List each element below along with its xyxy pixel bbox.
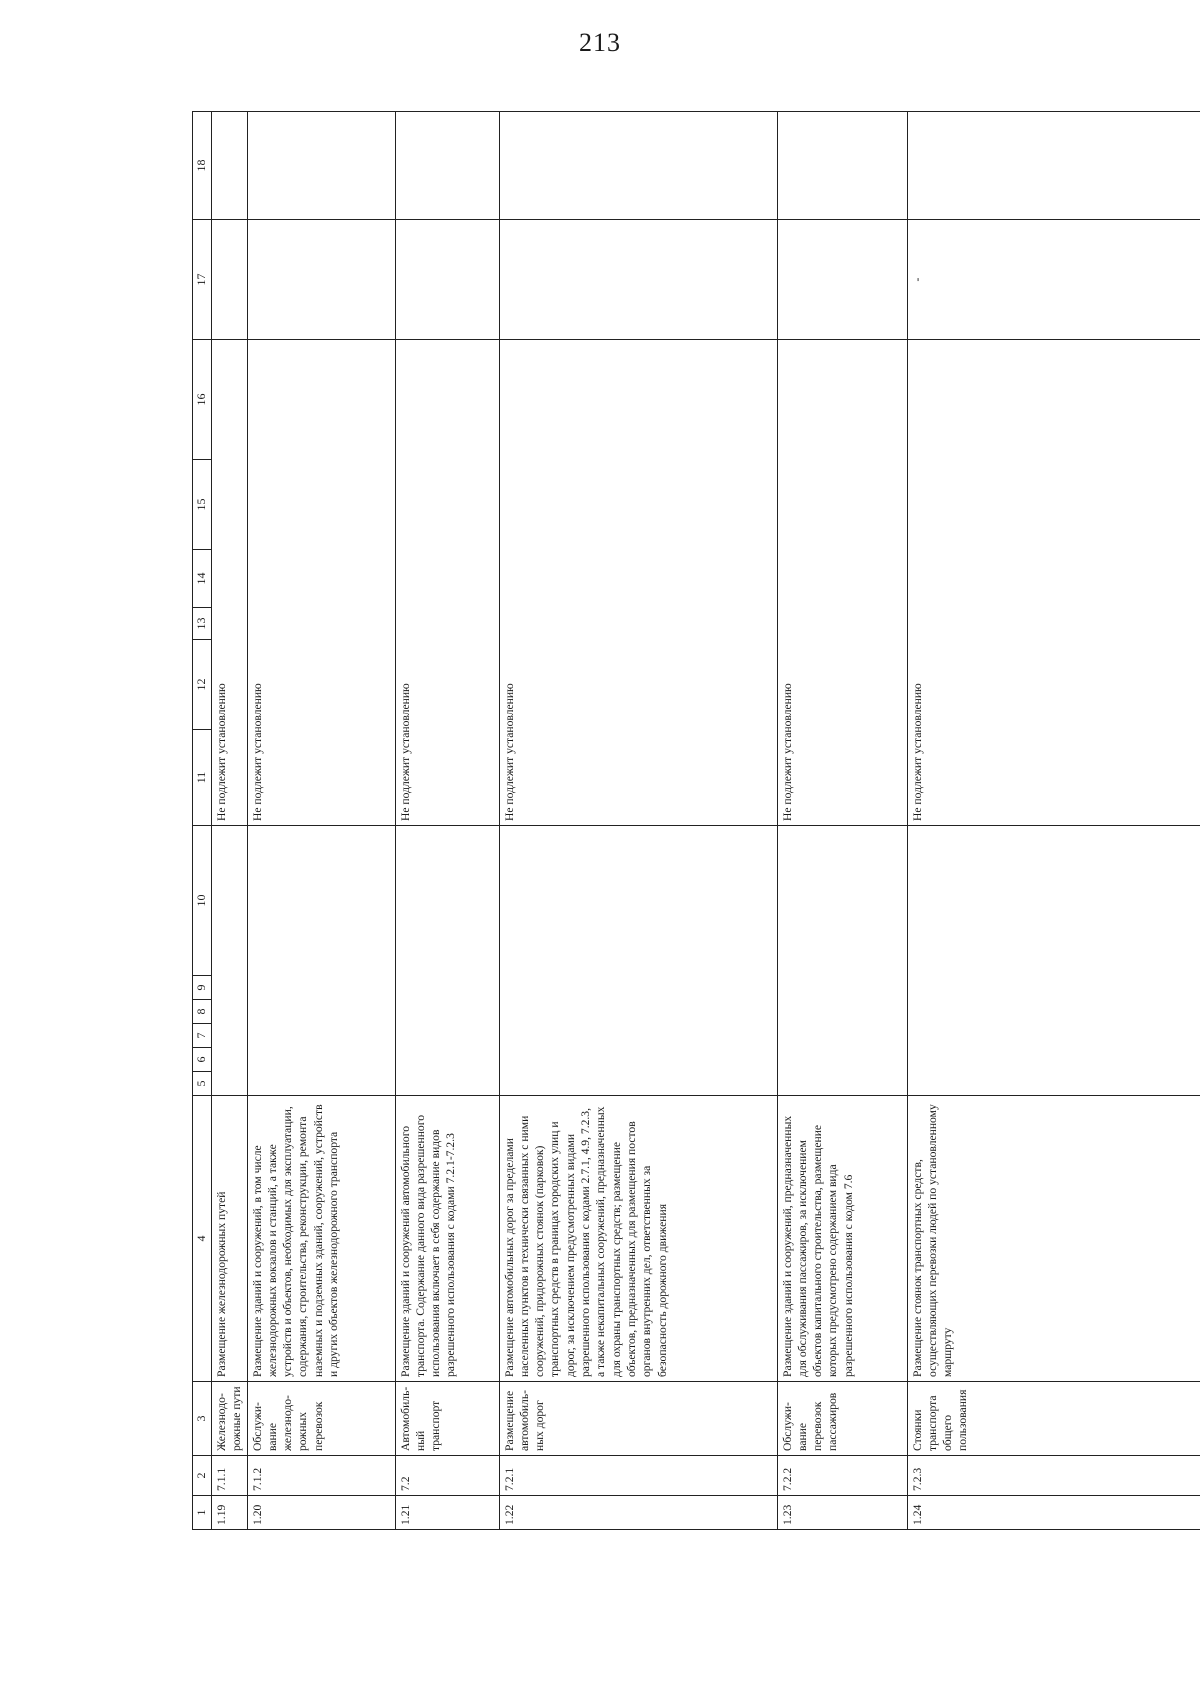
- row-description: Размещение стоянок транспортных средств, осуществляющих перевозки людей по установленному маршруту: [907, 1096, 1200, 1382]
- table-row: [247, 112, 395, 1530]
- col-header-13: 13: [193, 608, 212, 640]
- row-description: Размещение зданий и сооружений, в том числе железнодорожных вокзалов и станций, а также устройств и объектов, необходимых для эксплуатации, содержания, строительства, реконструкции, ремонта наземных и подземных зданий, сооружений, устройств и других объектов железнодорожного транспорта: [247, 1096, 395, 1382]
- table-row: [395, 112, 499, 1530]
- row-col-18: [907, 112, 1200, 220]
- row-number: 1.22: [499, 1496, 777, 1530]
- row-number: 1.21: [395, 1496, 499, 1530]
- col-header-8: 8: [193, 1000, 212, 1024]
- table-row: [212, 112, 248, 1530]
- row-col-18: [247, 112, 395, 220]
- col-header-16: 16: [193, 340, 212, 460]
- row-description: Размещение железнодорожных путей: [212, 1096, 248, 1382]
- row-name: Обслужи-вание железнодо-рожных перевозок: [247, 1382, 395, 1456]
- col-header-7: 7: [193, 1024, 212, 1048]
- row-col-18: [395, 112, 499, 220]
- row-name: Автомобиль-ный транспорт: [395, 1382, 499, 1456]
- row-col-17: [247, 220, 395, 340]
- col-header-11: 11: [193, 730, 212, 826]
- table-row: [499, 112, 777, 1530]
- row-number: 1.20: [247, 1496, 395, 1530]
- row-code: 7.1.1: [212, 1456, 248, 1496]
- table-row: [907, 112, 1200, 1530]
- col-header-15: 15: [193, 460, 212, 550]
- col-header-14: 14: [193, 550, 212, 608]
- row-code: 7.1.2: [247, 1456, 395, 1496]
- row-description: Размещение зданий и сооружений автомобильного транспорта. Содержание данного вида разрешенного использования включает в себя содержание видов разрешенного использования с кодами 7.2.1-7.2.3: [395, 1096, 499, 1382]
- row-code: 7.2.3: [907, 1456, 1200, 1496]
- row-col-17: [499, 220, 777, 340]
- row-name: Стоянки транспорта общего пользования: [907, 1382, 1200, 1456]
- row-note: Не подлежит установлению: [777, 340, 907, 826]
- col-header-2: 2: [193, 1456, 212, 1496]
- row-description: Размещение автомобильных дорог за пределами населенных пунктов и технически связанных с ними сооружений, придорожных стоянок (парковок) транспортных средств в границах городских улиц и дорог, за исключением предусмотренных видами разрешенного использования с кодами 2.7.1, 4.9, 7.2.3, а также некапитальных сооружений, предназначенных для охраны транспортных средств; размещение объектов, предназначенных для размещения постов органов внутренних дел, ответственных за безопасность дорожного движения: [499, 1096, 777, 1382]
- row-note: Не подлежит установлению: [499, 340, 777, 826]
- row-col-17: -: [907, 220, 1200, 340]
- col-header-6: 6: [193, 1048, 212, 1072]
- row-name: Размещение автомобиль-ных дорог: [499, 1382, 777, 1456]
- row-empty-cols: [777, 826, 907, 1096]
- row-code: 7.2.1: [499, 1456, 777, 1496]
- row-col-18: [499, 112, 777, 220]
- row-empty-cols: [247, 826, 395, 1096]
- row-empty-cols: [212, 826, 248, 1096]
- row-code: 7.2: [395, 1456, 499, 1496]
- land-use-table: [192, 111, 1200, 1530]
- row-number: 1.19: [212, 1496, 248, 1530]
- row-empty-cols: [395, 826, 499, 1096]
- col-header-12: 12: [193, 640, 212, 730]
- col-header-4: 4: [193, 1096, 212, 1382]
- col-header-1: 1: [193, 1496, 212, 1530]
- row-empty-cols: [499, 826, 777, 1096]
- row-note: Не подлежит установлению: [395, 340, 499, 826]
- rotated-table-wrapper: [192, 112, 1200, 1530]
- row-note: Не подлежит установлению: [212, 340, 248, 826]
- col-header-3: 3: [193, 1382, 212, 1456]
- col-header-5: 5: [193, 1072, 212, 1096]
- row-col-17: [395, 220, 499, 340]
- row-number: 1.24: [907, 1496, 1200, 1530]
- page-number: 213: [579, 28, 621, 57]
- row-code: 7.2.2: [777, 1456, 907, 1496]
- row-description: Размещение зданий и сооружений, предназначенных для обслуживания пассажиров, за исключением объектов капитального строительства, размещение которых предусмотрено содержанием вида разрешенного использования с кодом 7.6: [777, 1096, 907, 1382]
- row-col-18: [777, 112, 907, 220]
- col-header-18: 18: [193, 112, 212, 220]
- row-col-17: [212, 220, 248, 340]
- col-header-10: 10: [193, 826, 212, 976]
- row-number: 1.23: [777, 1496, 907, 1530]
- row-empty-cols: [907, 826, 1200, 1096]
- col-header-9: 9: [193, 976, 212, 1000]
- row-note: Не подлежит установлению: [247, 340, 395, 826]
- col-header-17: 17: [193, 220, 212, 340]
- row-col-17: [777, 220, 907, 340]
- row-name: Обслужи-вание перевозок пассажиров: [777, 1382, 907, 1456]
- header-row: [193, 112, 212, 1530]
- table-row: [777, 112, 907, 1530]
- row-col-18: [212, 112, 248, 220]
- row-note: Не подлежит установлению: [907, 340, 1200, 826]
- row-name: Железнодо-рожные пути: [212, 1382, 248, 1456]
